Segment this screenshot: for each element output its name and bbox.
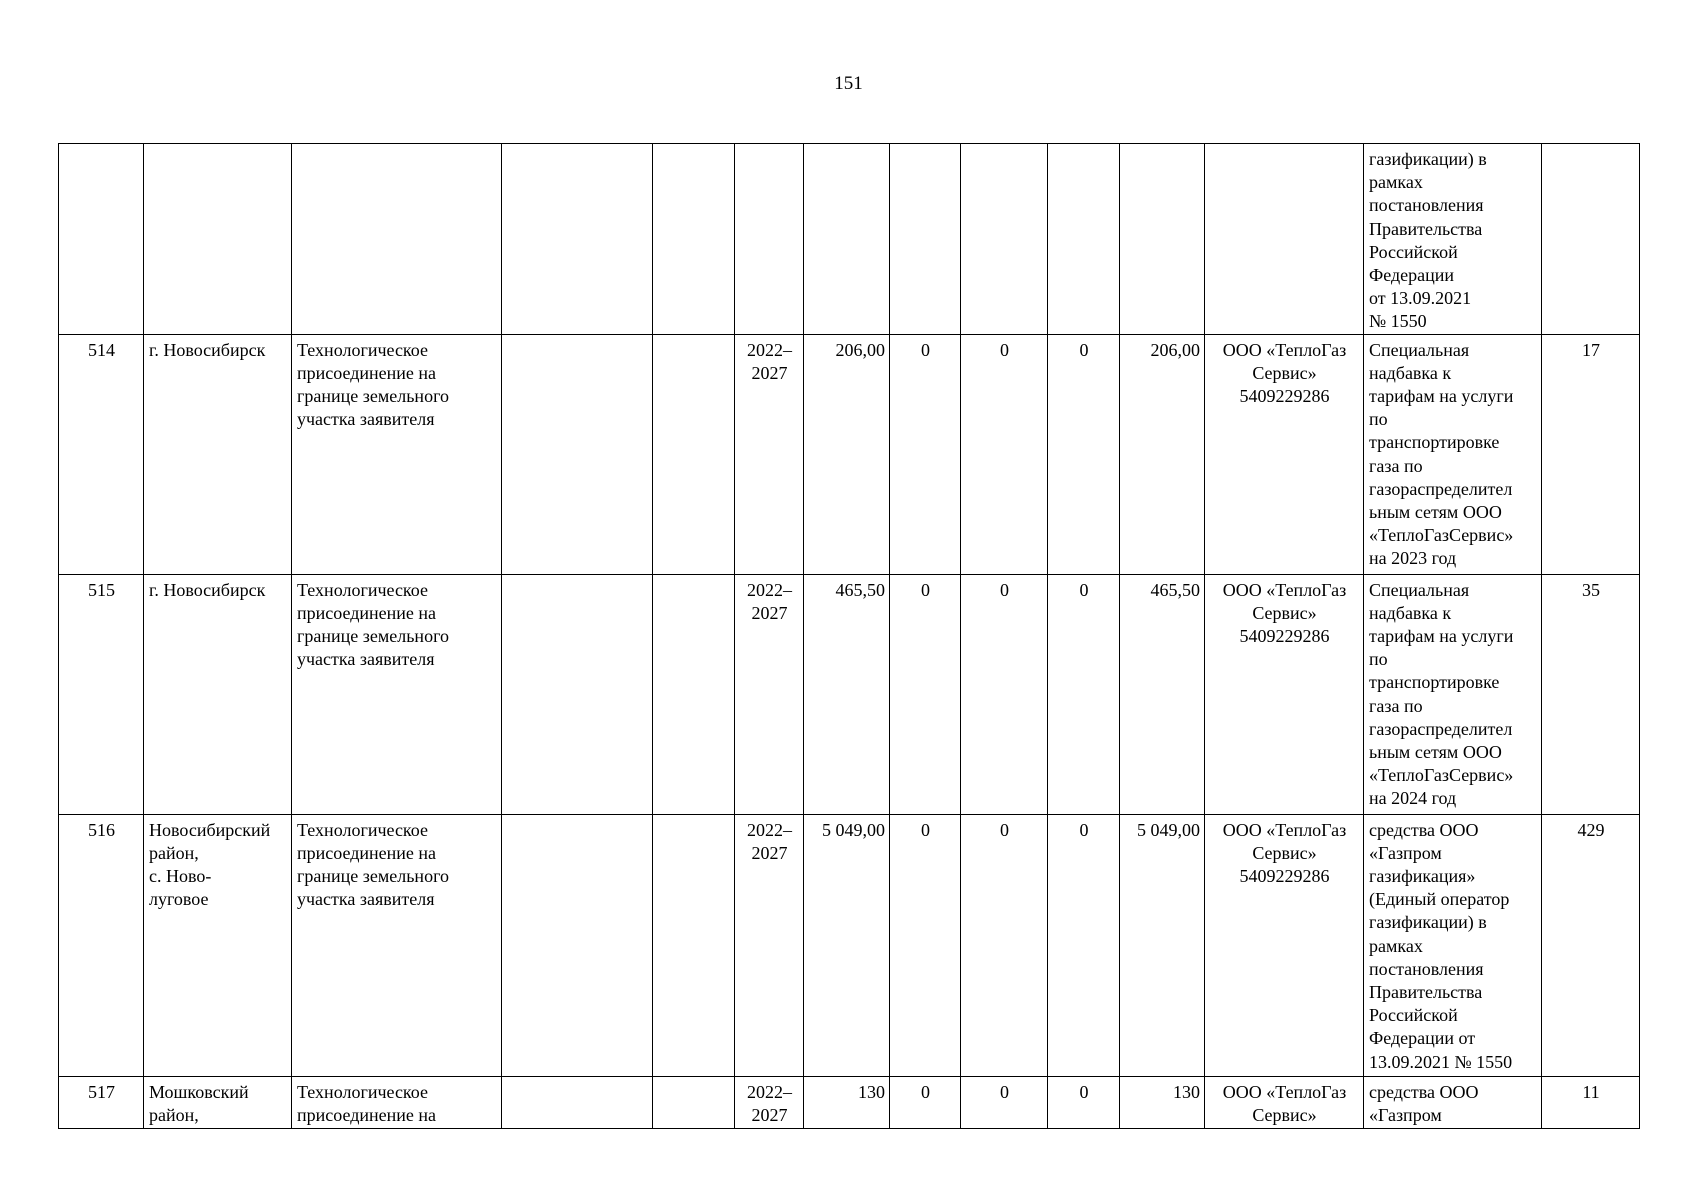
cell-empty: [653, 334, 735, 574]
cell-value-2: 0: [961, 814, 1048, 1076]
cell-period: 2022– 2027: [735, 814, 804, 1076]
cell-value-1: [890, 144, 961, 335]
cell-number: [59, 144, 144, 335]
cell-value-2: 0: [961, 334, 1048, 574]
cell-value-1: 0: [890, 334, 961, 574]
cell-empty: [502, 1076, 653, 1128]
cell-period: [735, 144, 804, 335]
cell-number: 515: [59, 574, 144, 814]
cell-value-3: 0: [1048, 1076, 1120, 1128]
cell-empty: [653, 574, 735, 814]
cell-empty: [653, 814, 735, 1076]
cell-total: 465,50: [804, 574, 890, 814]
table-row: [59, 1076, 1640, 1128]
cell-total: 206,00: [804, 334, 890, 574]
cell-description: Технологическое присоединение на границе земельного участка заявителя: [292, 814, 502, 1076]
page-number: 151: [834, 73, 863, 94]
cell-funding-source: газификации) в рамках постановления Правительства Российской Федерации от 13.09.2021 № 1550: [1364, 144, 1542, 335]
table-row: [59, 574, 1640, 814]
cell-total: [804, 144, 890, 335]
cell-value-4: 130: [1120, 1076, 1205, 1128]
cell-value-1: 0: [890, 814, 961, 1076]
cell-value-4: [1120, 144, 1205, 335]
table-row: [59, 334, 1640, 574]
cell-period: 2022– 2027: [735, 1076, 804, 1128]
cell-empty: [502, 334, 653, 574]
cell-value-2: 0: [961, 574, 1048, 814]
cell-period: 2022– 2027: [735, 574, 804, 814]
cell-value-4: 5 049,00: [1120, 814, 1205, 1076]
cell-total: 5 049,00: [804, 814, 890, 1076]
cell-description: Технологическое присоединение на границе земельного участка заявителя: [292, 334, 502, 574]
cell-description: Технологическое присоединение на: [292, 1076, 502, 1128]
cell-location: г. Новосибирск: [144, 574, 292, 814]
cell-empty: [502, 574, 653, 814]
cell-last: 429: [1542, 814, 1640, 1076]
cell-empty: [653, 1076, 735, 1128]
cell-period: 2022– 2027: [735, 334, 804, 574]
cell-number: 516: [59, 814, 144, 1076]
cell-location: Мошковский район,: [144, 1076, 292, 1128]
cell-value-1: 0: [890, 574, 961, 814]
cell-value-2: 0: [961, 1076, 1048, 1128]
cell-executor: ООО «ТеплоГаз Сервис» 5409229286: [1205, 574, 1364, 814]
cell-last: 17: [1542, 334, 1640, 574]
cell-empty: [653, 144, 735, 335]
cell-empty: [502, 144, 653, 335]
cell-funding-source: Специальная надбавка к тарифам на услуги по транспортировке газа по газораспределител ьным сетям ООО «ТеплоГазСервис» на 2023 год: [1364, 334, 1542, 574]
cell-funding-source: средства ООО «Газпром: [1364, 1076, 1542, 1128]
cell-description: Технологическое присоединение на границе земельного участка заявителя: [292, 574, 502, 814]
table-row: [59, 144, 1640, 335]
cell-value-3: [1048, 144, 1120, 335]
cell-number: 517: [59, 1076, 144, 1128]
cell-description: [292, 144, 502, 335]
table-row: [59, 814, 1640, 1076]
cell-executor: [1205, 144, 1364, 335]
cell-value-3: 0: [1048, 334, 1120, 574]
cell-value-1: 0: [890, 1076, 961, 1128]
cell-value-3: 0: [1048, 574, 1120, 814]
gasification-table: [58, 143, 1640, 1129]
cell-executor: ООО «ТеплоГаз Сервис» 5409229286: [1205, 814, 1364, 1076]
cell-location: [144, 144, 292, 335]
cell-value-3: 0: [1048, 814, 1120, 1076]
cell-empty: [502, 814, 653, 1076]
cell-funding-source: Специальная надбавка к тарифам на услуги по транспортировке газа по газораспределител ьным сетям ООО «ТеплоГазСервис» на 2024 год: [1364, 574, 1542, 814]
cell-executor: ООО «ТеплоГаз Сервис»: [1205, 1076, 1364, 1128]
cell-last: 35: [1542, 574, 1640, 814]
cell-value-2: [961, 144, 1048, 335]
cell-total: 130: [804, 1076, 890, 1128]
cell-value-4: 206,00: [1120, 334, 1205, 574]
cell-location: г. Новосибирск: [144, 334, 292, 574]
cell-value-4: 465,50: [1120, 574, 1205, 814]
cell-number: 514: [59, 334, 144, 574]
cell-executor: ООО «ТеплоГаз Сервис» 5409229286: [1205, 334, 1364, 574]
cell-location: Новосибирский район, с. Ново- луговое: [144, 814, 292, 1076]
cell-last: 11: [1542, 1076, 1640, 1128]
cell-funding-source: средства ООО «Газпром газификация» (Единый оператор газификации) в рамках постановления Правительства Российской Федерации от 13.09.2021 № 1550: [1364, 814, 1542, 1076]
cell-last: [1542, 144, 1640, 335]
